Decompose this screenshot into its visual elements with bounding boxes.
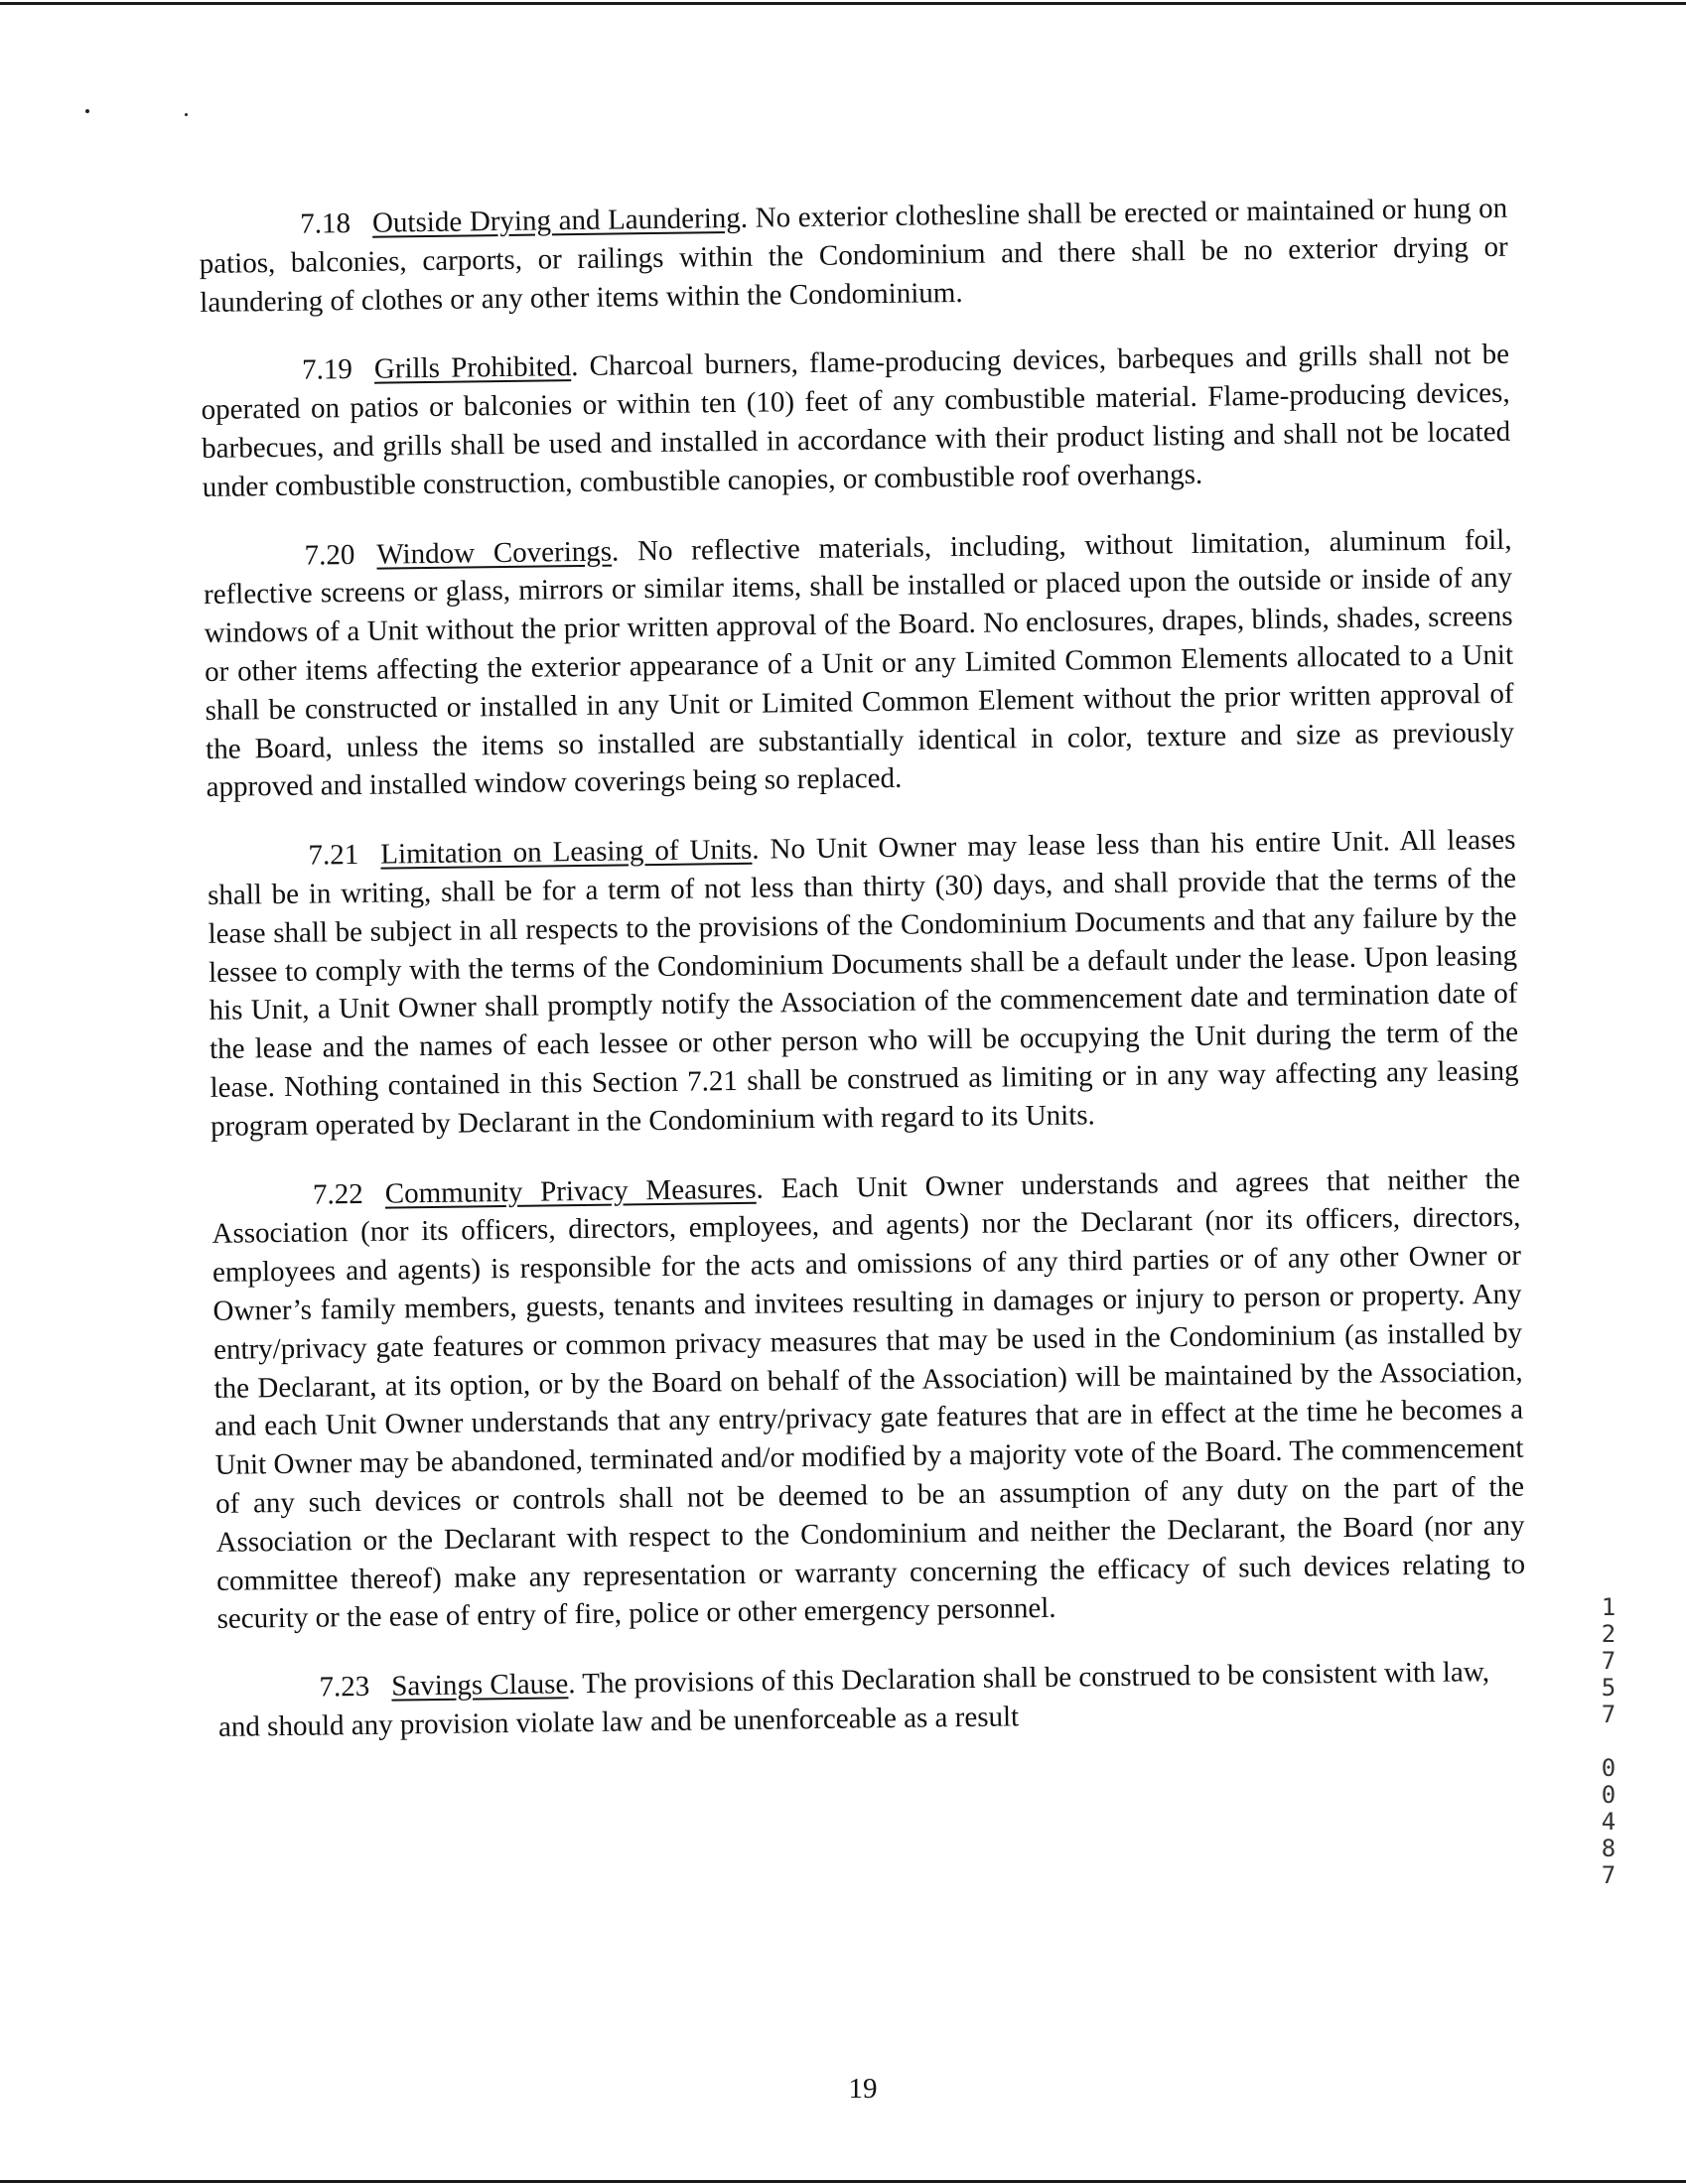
section-number: 7.19 xyxy=(301,353,353,387)
section-7-20 xyxy=(203,520,1514,807)
document-body xyxy=(199,190,1528,1778)
section-7-19 xyxy=(201,336,1511,506)
section-title: Grills Prohibited xyxy=(373,350,572,386)
scan-speck xyxy=(185,113,188,116)
section-text: . No Unit Owner may lease less than his entire Unit. All leases shall be in writing, shall be for a term of not less than thirty (30) days, and shall provide that the terms of the lease shall be subject in all respects to the provisions of the Condominium Documents and that any failure by the lessee to comply with the terms of the Condominium Documents shall be a default under the lease. Upon leasing his Unit, a Unit Owner shall promptly notify the Association of the commencement date and termination date of the lease and the names of each lessee or other person who will be occupying the Unit during the term of the lease. Nothing contained in this Section 7.21 shall be construed as limiting or in any way affecting any leasing program operated by Declarant in the Condominium with regard to its Units. xyxy=(207,823,1519,1143)
section-title: Savings Clause xyxy=(391,1668,569,1703)
section-text: . Each Unit Owner understands and agrees that neither the Association (nor its officers, directors, employees, and agents) nor the Declarant (nor its officers, directors, employees and agents) is responsible for the acts and omissions of any third parties or of any other Owner or Owner’s family members, guests, tenants and invitees resulting in damages or injury to person or property. Any entry/privacy gate features or common privacy measures that may be used in the Condominium (as installed by the Declarant, at its option, or by the Board on behalf of the Association) will be maintained by the Association, and each Unit Owner understands that any entry/privacy gate features that are in effect at the time he becomes a Unit Owner may be abandoned, terminated and/or modified by a majority vote of the Board. The commencement of any such devices or controls shall not be deemed to be an assumption of any duty on the part of the Association or the Declarant with respect to the Condominium and neither the Declarant, the Board (nor any committee thereof) make any representation or warranty concerning the efficacy of such devices relating to security or the ease of entry of fire, police or other emergency personnel. xyxy=(211,1162,1526,1636)
section-text: . Charcoal burners, flame-producing devices, barbeques and grills shall not be operated on patios or balconies or within ten (10) feet of any combustible material. Flame-producing devices, barbecues, and grills shall be used and installed in accordance with their product listing and shall not be located under combustible construction, combustible canopies, or combustible roof overhangs. xyxy=(201,339,1511,503)
section-number: 7.22 xyxy=(312,1177,363,1211)
stamp-digit: 2 xyxy=(1601,1620,1616,1648)
section-number: 7.18 xyxy=(300,207,351,240)
section-text: . The provisions of this Declaration shall be construed to be consistent with law, and should any provision violate law and be unenforceable as a result xyxy=(217,1656,1490,1743)
stamp-digit: 1 xyxy=(1601,1593,1616,1621)
section-text: . No reflective materials, including, without limitation, aluminum foil, reflective screens or glass, mirrors or similar items, shall be installed or placed upon the outside or inside of any windows of a Unit without the prior written approval of the Board. No enclosures, drapes, blinds, shades, screens or other items affecting the exterior appearance of a Unit or any Limited Common Elements allocated to a Unit shall be constructed or installed in any Unit or Limited Common Element without the prior written approval of the Board, unless the items so installed are substantially identical in color, texture and size as previously approved and installed window coverings being so replaced. xyxy=(203,523,1515,804)
scan-speck xyxy=(85,109,89,113)
section-title: Window Coverings xyxy=(376,535,613,571)
section-title: Outside Drying and Laundering xyxy=(371,202,741,239)
stamp-digit: 7 xyxy=(1601,1861,1616,1889)
recording-stamp xyxy=(1594,1594,1623,1889)
stamp-digit: 4 xyxy=(1601,1808,1616,1836)
bottom-border-line xyxy=(0,2180,1686,2183)
page-number: 19 xyxy=(848,2073,878,2105)
stamp-digit: 0 xyxy=(1601,1781,1616,1809)
section-number: 7.21 xyxy=(308,839,359,872)
section-number: 7.23 xyxy=(319,1670,370,1704)
stamp-digit: 7 xyxy=(1601,1701,1616,1728)
stamp-gap xyxy=(1594,1728,1623,1755)
section-text: . No exterior clothesline shall be erected or maintained or hung on patios, balconies, carports, or railings within the Condominium and there shall be no exterior drying or laundering of clothes or any other items within the Condominium. xyxy=(199,192,1508,319)
section-7-21 xyxy=(207,821,1519,1147)
section-title: Community Privacy Measures xyxy=(384,1172,757,1210)
section-7-22 xyxy=(211,1160,1526,1639)
section-title: Limitation on Leasing of Units xyxy=(380,833,753,871)
stamp-digit: 5 xyxy=(1601,1674,1616,1702)
top-border-line xyxy=(0,2,1686,5)
section-7-23 xyxy=(217,1653,1527,1747)
stamp-digit: 0 xyxy=(1601,1754,1616,1782)
stamp-digit: 7 xyxy=(1601,1647,1616,1675)
section-7-18 xyxy=(199,190,1508,323)
stamp-digit: 8 xyxy=(1601,1835,1616,1862)
section-number: 7.20 xyxy=(304,538,355,572)
